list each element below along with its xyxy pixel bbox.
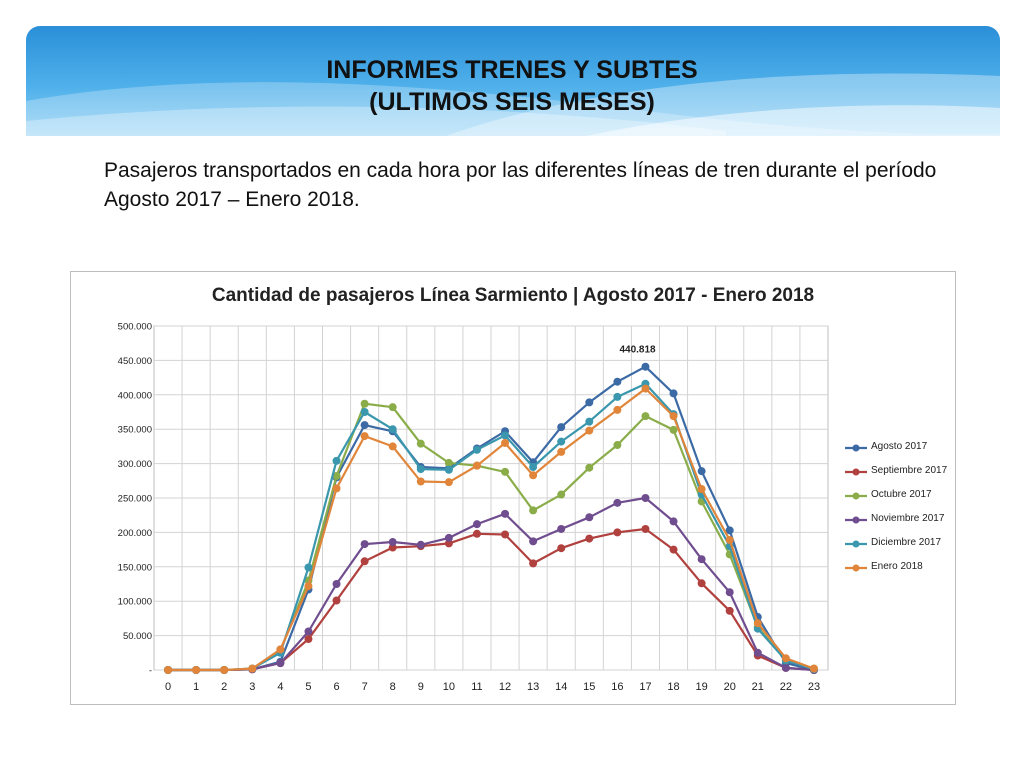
data-point [585,398,593,406]
data-point [248,665,256,673]
data-point [501,510,509,518]
data-point [698,555,706,563]
data-point [417,477,425,485]
x-tick-label: 14 [555,681,568,693]
data-point [810,665,818,673]
line-chart [71,272,955,704]
data-point [754,619,762,627]
data-point [333,484,341,492]
data-point [164,666,172,674]
legend-label: Enero 2018 [871,561,923,572]
data-point [445,534,453,542]
x-tick-label: 18 [667,681,680,693]
x-tick-label: 5 [305,681,312,693]
data-point [361,557,369,565]
data-point [389,538,397,546]
data-point [613,378,621,386]
x-tick-label: 21 [751,681,764,693]
x-tick-label: 15 [583,681,596,693]
data-point [557,525,565,533]
data-point [529,559,537,567]
data-point [613,406,621,414]
data-point [220,666,228,674]
data-point [333,597,341,605]
data-point [613,393,621,401]
x-tick-label: 3 [249,681,256,693]
data-point [501,468,509,476]
x-tick-label: 4 [277,681,284,693]
y-tick-label: 500.000 [117,321,152,333]
data-point [726,588,734,596]
chart-legend [845,440,955,584]
data-point [641,494,649,502]
data-point [389,442,397,450]
y-tick-label: 250.000 [117,493,152,505]
data-point [501,431,509,439]
legend-marker [845,562,867,574]
data-point [501,439,509,447]
x-tick-label: 0 [164,681,172,693]
legend-marker [845,442,867,454]
data-point [670,546,678,554]
data-point [473,446,481,454]
data-point [276,659,284,667]
data-point [670,389,678,397]
data-point [698,485,706,493]
y-tick-label: 50.000 [122,631,152,643]
legend-label: Noviembre 2017 [871,513,945,524]
data-point [361,432,369,440]
data-point [557,544,565,552]
data-point [192,666,200,674]
data-point [361,540,369,548]
data-point [557,491,565,499]
data-point [585,464,593,472]
data-point [641,363,649,371]
legend-marker [845,514,867,526]
data-point [557,438,565,446]
data-point [754,649,762,657]
y-tick-label: 300.000 [117,459,152,471]
data-point [445,459,453,467]
x-tick-label: 19 [695,681,708,693]
y-tick-label: - [148,665,152,677]
legend-item [845,536,955,560]
data-point [529,506,537,514]
x-tick-label: 16 [611,681,624,693]
legend-marker [845,490,867,502]
data-point [670,517,678,525]
data-point [641,525,649,533]
data-point [585,513,593,521]
data-point [613,441,621,449]
legend-item [845,464,955,488]
data-point [501,530,509,538]
data-point [445,478,453,486]
data-point [389,425,397,433]
legend-label: Agosto 2017 [871,441,928,452]
x-tick-label: 2 [221,681,228,693]
data-point [698,467,706,475]
data-point [304,563,312,571]
data-point [304,627,312,635]
x-tick-label: 7 [361,681,368,693]
data-point [585,535,593,543]
x-tick-label: 1 [193,681,200,693]
slide-title-line1: INFORMES TRENES Y SUBTES [326,56,698,84]
legend-marker [845,466,867,478]
data-point [529,463,537,471]
data-point [670,426,678,434]
x-tick-label: 22 [779,681,792,693]
data-point [389,403,397,411]
y-tick-label: 100.000 [117,596,152,608]
data-point [417,440,425,448]
y-tick-label: 450.000 [117,355,152,367]
data-point [529,471,537,479]
data-point [557,423,565,431]
legend-label: Octubre 2017 [871,489,932,500]
legend-item [845,560,955,584]
chart-container [70,271,956,705]
y-tick-label: 150.000 [117,562,152,574]
data-point [529,537,537,545]
data-point [333,580,341,588]
x-tick-label: 13 [527,681,540,693]
legend-label: Septiembre 2017 [871,465,948,476]
data-point [473,520,481,528]
data-point [557,448,565,456]
x-tick-label: 6 [333,681,340,693]
data-point [361,421,369,429]
data-point [445,466,453,474]
data-point [417,541,425,549]
x-tick-label: 23 [807,681,821,693]
data-point [585,418,593,426]
data-point [782,664,790,672]
y-tick-label: 200.000 [117,527,152,539]
data-point [585,427,593,435]
y-tick-label: 350.000 [117,424,152,436]
data-point [276,645,284,653]
x-tick-label: 20 [723,681,736,693]
x-tick-label: 9 [417,681,424,693]
y-tick-label: 400.000 [117,390,152,402]
data-point [473,530,481,538]
data-point [613,528,621,536]
data-point [641,385,649,393]
legend-item [845,440,955,464]
data-point [726,607,734,615]
chart-title: Cantidad de pasajeros Línea Sarmiento | Agosto 2017 - Enero 2018 [211,285,815,306]
legend-label: Diciembre 2017 [871,537,942,548]
legend-item [845,488,955,512]
data-point [304,582,312,590]
legend-marker [845,538,867,550]
slide-title-line2: (ULTIMOS SEIS MESES) [369,88,655,116]
data-point [726,536,734,544]
data-point [473,462,481,470]
data-point [361,408,369,416]
data-point [613,499,621,507]
data-point [361,400,369,408]
x-tick-label: 11 [471,681,483,693]
data-point [333,457,341,465]
x-tick-label: 12 [498,681,512,693]
data-point [698,579,706,587]
x-tick-label: 10 [442,681,455,693]
data-point [670,412,678,420]
x-tick-label: 8 [389,681,396,693]
legend-item [845,512,955,536]
data-point [417,465,425,473]
x-tick-label: 17 [639,681,652,693]
data-point [782,654,790,662]
data-label: 440.818 [619,344,656,356]
data-point [641,412,649,420]
slide-description: Pasajeros transportados en cada hora por las diferentes líneas de tren durante el período Agosto 2017 – Enero 2018. [104,159,937,211]
